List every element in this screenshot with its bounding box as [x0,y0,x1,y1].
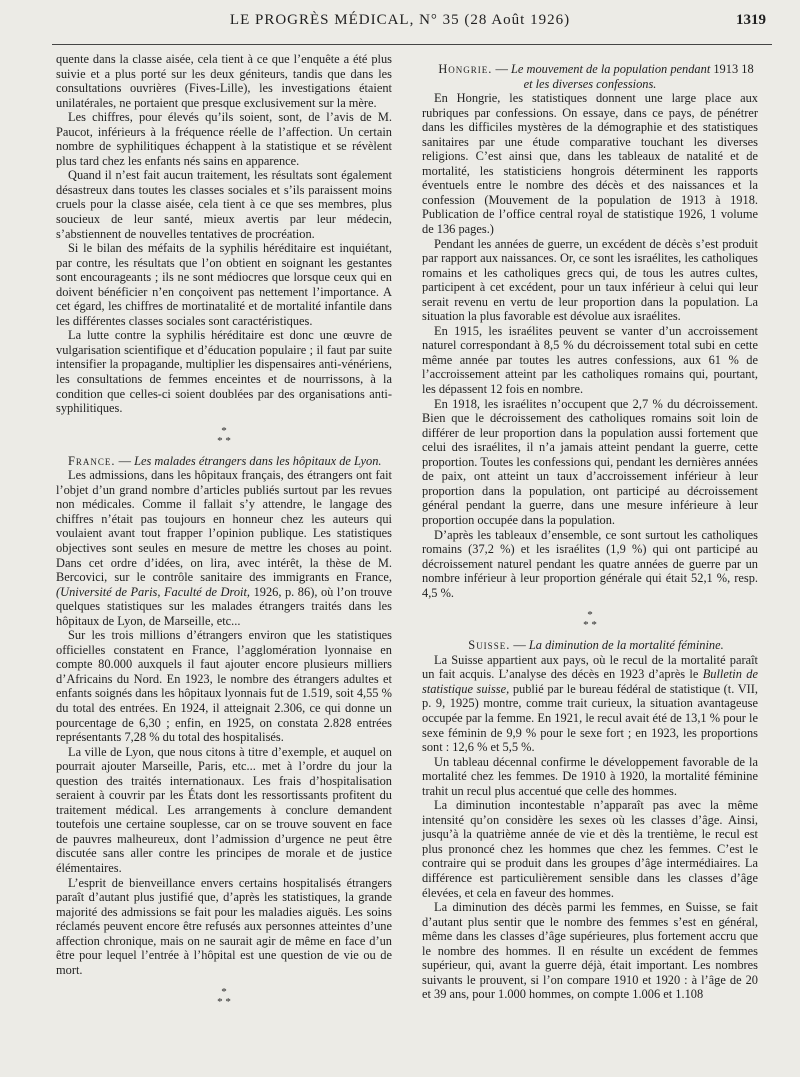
paragraph: La ville de Lyon, que nous citons à titre d’exemple, et auquel on pourrait ajouter Marseille, Paris, etc... met à l’ordre du jour la question des traités internationaux. Les frais d’hospitalisation seraient à couvrir par les États dont les ressortissants profitent du traitement médical. Les arrangements à conclure demandent toutefois une certaine souplesse, car on se trouve souvent en face de pauvres malheureux, dont l’admission d’urgence ne peut être discutée sans aller contre les principes de morale et de justice élémentaires. [56,744,392,875]
running-head [0,6,800,32]
section-heading-france [56,454,392,469]
left-column [56,52,392,1015]
separator-stars: * * [217,434,231,447]
section-dash: — [510,638,526,653]
separator-star: * [221,424,227,437]
paragraph: Un tableau décennal confirme le développement favorable de la mortalité chez les femmes. De 1910 à 1920, la mortalité féminine trahit un recul plus accentué que celle des hommes. [422,754,758,798]
section-dash: — [115,453,131,468]
paragraph: D’après les tableaux d’ensemble, ce sont surtout les catholiques romains (37,2 %) et les israélites (1,9 %) qui ont participé au décroissement naturel pendant les quatre années de guerre par un nombre inférieur à leur proportion générale qui était 52,1 %, resp. 4,5 %. [422,527,758,600]
section-country: Hongrie. [438,62,493,76]
separator-star: * [221,986,227,999]
paragraph: Sur les trois millions d’étrangers environ que les statistiques officielles constatent en France, l’agglomération lyonnaise en compte 80.000 auxquels il faut ajouter encore plusieurs milliers d’Africains du Nord. En 1923, le nombre des étrangers adultes et enfants soignés dans les hôpitaux lyonnais fut de 1.519, soit 4,55 % du total des entrées. En 1924, il atteignait 2.306, ce qui donne un pourcentage de 6,30 ; enfin, en 1925, on constata 2.828 entrées représentants 7,28 % du total des hospitalisés. [56,628,392,745]
section-separator [56,426,392,446]
paragraph [422,653,758,755]
separator-stars: * * [583,619,597,632]
section-dash: — [492,62,508,76]
paragraph-text: La Suisse appartient aux pays, où le recul de la mortalité paraît un fait acquis. L’analyse des décès en 1923 d’après le [422,652,758,682]
section-title: La diminution de la mortalité féminine. [528,638,724,653]
paragraph [56,468,392,628]
paragraph: Quand il n’est fait aucun traitement, les résultats sont également désastreux dans toutes les classes sociales et s’ils paraissent moins cruels pour la classe aisée, cela tient à ce que ses membres, plus soucieux de leur santé, mieux avertis par leur médecin, s’abstiennent de nouvelles tentatives de procréation. [56,168,392,241]
paragraph: En 1918, les israélites n’occupent que 2,7 % du décroissement. Bien que le décroissement des catholiques romains soit loin de différer de leur proportion dans la population aussi fortement que celui des israélites, il n’a jamais atteint pendant la guerre, cette proportion. Toutes les confessions qui, pendant les dernières années de paix, ont atteint un taux d’accroissement inférieur à leur proportion dans la population, ont participé au décroissement général pendant la guerre, dans une mesure inférieure à leur proportion occupée dans la population. [422,396,758,527]
section-country: Suisse. [468,638,511,653]
section-separator [56,987,392,1007]
citation: Bulletin de statistique suisse, [422,667,758,696]
paragraph: quente dans la classe aisée, cela tient à ce que l’enquête a été plus suivie et a plus porté sur les deux géniteurs, tandis que dans les consultations ouvrières (Fives-Lille), les investigations étaient unilatérales, ne portaient que presque exclusivement sur la mère. [56,52,392,110]
paragraph: Pendant les années de guerre, un excédent de décès s’est produit par rapport aux naissances. Or, ce sont les israélites, les catholiques romains et les catholiques grecs qui, de tous les autres cultes, participent à cet excédent, pour un taux inférieur à celui qui leur serait revenu en vertu de leur proportion dans la population. La situation la plus favorable est dévolue aux israélites. [422,236,758,324]
citation: (Université de Paris, Faculté de Droit, [56,584,251,599]
paragraph-text: Les admissions, dans les hôpitaux français, des étrangers ont fait l’objet d’un grand nombre d’articles publiés surtout par les revues non médicales. Comme il fallait s’y attendre, le langage des chiffres n’était pas toujours en honneur chez les auteurs qui voulaient avant tout frapper l’opinion publique. Les statistiques objectives sont seules en mesure de mettre les choses au point. Dans cet ordre d’idées, on lira, avec intérêt, la thèse de M. Bercovici, sur le contrôle sanitaire des immigrants en France, [56,468,392,585]
paragraph: L’esprit de bienveillance envers certains hospitalisés étrangers paraît d’autant plus justifié que, d’après les statistiques, la grande majorité des admissions se fait pour les maladies aiguës. Les soins réclamés peuvent encore être refusés aux personnes atteintes d’une affection chronique, mais on ne saurait agir de même en face d’un être pour lequel l’entrée à l’hôpital est une question de vie ou de mort. [56,875,392,977]
paragraph: Si le bilan des méfaits de la syphilis héréditaire est inquiétant, par contre, les résultats que l’on obtient en soignant les gestantes sont encourageants ; ils ne sont médiocres que lorsque ceux qui en doivent bénéficier n’en conçoivent pas nettement l’importance. A cet égard, les chiffres de mortinatalité et de mortalité infantile dans les différentes classes sociales sont caractéristiques. [56,241,392,328]
section-title-line2: et les diverses confessions. [523,76,657,91]
paragraph: Les chiffres, pour élevés qu’ils soient, sont, de l’avis de M. Paucot, inférieurs à la fréquence réelle de l’affection. Un certain nombre de syphilitiques échappent à la statistique et se révèlent plus tard chez les enfants nés sains en apparence. [56,110,392,168]
right-column [422,52,758,1002]
section-country: France. [68,453,116,468]
section-heading-suisse [422,638,758,653]
page-number: 1319 [736,12,766,28]
section-title: Le mouvement de la population pendant [511,62,711,76]
paragraph: La diminution des décès parmi les femmes, en Suisse, se fait d’autant plus sentir que le nombre des femmes s’est en général, même dans les classes d’âge supérieures, plus fortement accru que le nombre des hommes. Il en résulte un excédent de femmes supérieur, qui, avant la guerre déjà, était important. Les nombres suivants le prouvent, si l’on compare 1910 et 1920 : à l’âge de 20 et 39 ans, pour 1.000 hommes, on compte 1.006 et 1.108 [422,900,758,1002]
header-rule [52,44,772,45]
section-title: Les malades étrangers dans les hôpitaux de Lyon. [134,453,382,468]
paragraph-text: publié par le bureau fédéral de statistique (t. VII, p. 9, 1925) montre, comme trait curieux, la situation avantageuse occupée par la femme. En 1921, le recul avait été de 13,1 % pour le sexe féminin de 9,9 % pour le sexe fort ; en 1923, les proportions sont : 12,6 % et 5,5 %. [422,681,758,755]
journal-title: LE PROGRÈS MÉDICAL, N° 35 (28 Août 1926) [229,12,571,28]
paragraph: En 1915, les israélites peuvent se vanter d’un accroissement naturel correspondant à 8,5 % du décroissement total subi en cette même année par toutes les autres confessions, aux 61 % de l’accroissement atteint par les catholiques romains qui, pourtant, les dépassent 12 fois en nombre. [422,323,758,397]
paragraph: La lutte contre la syphilis héréditaire est donc une œuvre de vulgarisation scientifique et d’éducation populaire ; il faut par suite intensifier la propagande, multiplier les dispensaires anti-vénériens, les consultations de femmes enceintes et de nourrissons, à la condition que celles-ci soient doublées par des organisations anti-syphilitiques. [56,328,392,416]
paragraph-text: 1926, p. 86), où l’on trouve quelques statistiques sur les malades étrangers traités dans les hôpitaux de Lyon, de Marseille, etc... [56,584,392,628]
section-heading-hongrie [422,62,758,91]
paragraph: La diminution incontestable n’apparaît pas avec la même intensité qu’on considère les sexes où les classes d’âge. Ainsi, jusqu’à la quatrième année de vie et dès la trentième, le recul est plus prononcé chez les hommes que chez les femmes. C’est le contraire qui se produit dans les groupes d’âge intermédiaires. La différence est particulièrement sensible dans les classes d’âge élevées, et cela en faveur des hommes. [422,798,758,900]
section-separator [422,610,758,630]
paragraph: En Hongrie, les statistiques donnent une large place aux rubriques par confessions. On essaye, dans ce pays, de pénétrer dans les difficiles mystères de la démographie et des statistiques sanitaires par une étude comparative touchant les diverses religions. C’est ainsi que, dans les tableaux de natalité et de mortalité, les statisticiens hongrois déterminent les rapports éventuels entre le nombre des décès et des naissances et la confession (Mouvement de la population de 1913 à 1918. Publication de l’office central royal de statistique 1926, 1 volume de 136 pages.) [422,91,758,237]
separator-stars: * * [217,996,231,1009]
section-years: 1913 18 [710,62,754,76]
separator-star: * [587,609,593,622]
